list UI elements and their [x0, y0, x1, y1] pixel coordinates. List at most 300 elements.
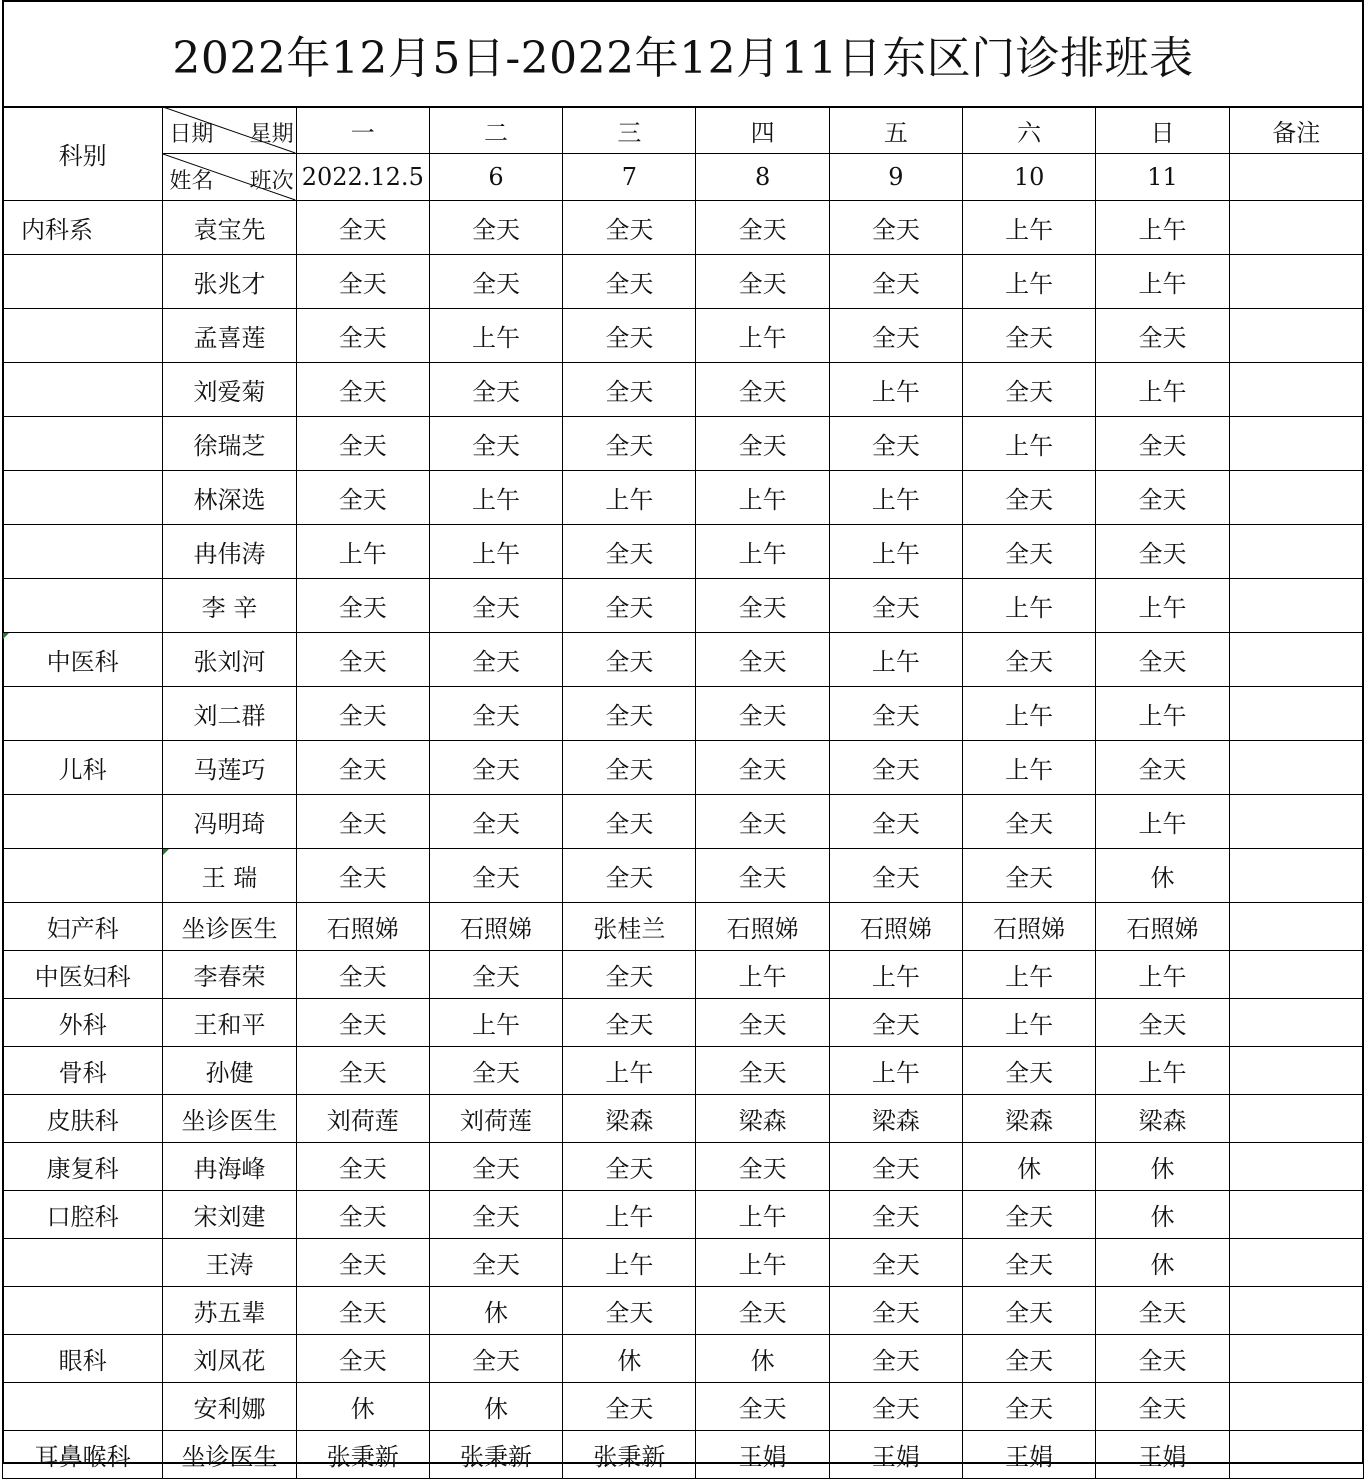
- shift-cell: 全天: [829, 1383, 962, 1431]
- dept-cell: [3, 1383, 163, 1431]
- shift-cell: 上午: [696, 951, 829, 999]
- remark-cell: [1229, 741, 1363, 795]
- page-title: 2022年12月5日-2022年12月11日东区门诊排班表: [4, 2, 1362, 108]
- header-row-weekday: [3, 107, 1364, 154]
- shift-cell: 石照娣: [829, 903, 962, 951]
- shift-cell: 全天: [829, 849, 962, 903]
- dept-cell: 妇产科: [3, 903, 163, 951]
- shift-cell: 休: [1096, 849, 1229, 903]
- table-row: [3, 903, 1364, 951]
- shift-cell: 全天: [829, 741, 962, 795]
- shift-cell: 全天: [1096, 309, 1229, 363]
- shift-cell: 全天: [296, 1239, 429, 1287]
- dept-cell: [3, 687, 163, 741]
- shift-cell: 全天: [563, 849, 696, 903]
- shift-cell: 上午: [829, 471, 962, 525]
- shift-cell: 上午: [1096, 687, 1229, 741]
- shift-cell: 全天: [296, 849, 429, 903]
- shift-cell: 张秉新: [429, 1431, 562, 1479]
- remark-cell: [1229, 795, 1363, 849]
- shift-cell: 上午: [429, 999, 562, 1047]
- shift-cell: 休: [296, 1383, 429, 1431]
- shift-cell: 全天: [1096, 741, 1229, 795]
- date-6: 10: [963, 154, 1096, 201]
- doctor-name-cell: 坐诊医生: [163, 1095, 296, 1143]
- table-row: [3, 201, 1364, 255]
- remark-cell: [1229, 687, 1363, 741]
- shift-cell: 上午: [429, 309, 562, 363]
- shift-cell: 全天: [563, 255, 696, 309]
- remark-cell: [1229, 951, 1363, 999]
- shift-cell: 全天: [829, 1335, 962, 1383]
- shift-cell: 全天: [563, 417, 696, 471]
- table-row: [3, 363, 1364, 417]
- shift-cell: 全天: [1096, 471, 1229, 525]
- shift-cell: 全天: [696, 999, 829, 1047]
- table-row: [3, 1191, 1364, 1239]
- shift-cell: 全天: [563, 201, 696, 255]
- weekday-4: 四: [696, 107, 829, 154]
- dept-cell: [3, 1287, 163, 1335]
- schedule-table: [2, 106, 1364, 1479]
- shift-cell: 上午: [963, 201, 1096, 255]
- shift-cell: 休: [1096, 1239, 1229, 1287]
- shift-cell: 上午: [829, 1047, 962, 1095]
- shift-cell: 上午: [429, 525, 562, 579]
- shift-cell: 全天: [963, 849, 1096, 903]
- remark-cell: [1229, 903, 1363, 951]
- date-7: 11: [1096, 154, 1229, 201]
- dept-cell: [3, 417, 163, 471]
- shift-cell: 全天: [696, 1047, 829, 1095]
- shift-cell: 全天: [429, 951, 562, 999]
- remark-cell: [1229, 579, 1363, 633]
- doctor-name-cell: 安利娜: [163, 1383, 296, 1431]
- table-row: [3, 579, 1364, 633]
- shift-cell: 全天: [829, 1143, 962, 1191]
- shift-cell: 全天: [296, 579, 429, 633]
- remark-cell: [1229, 1383, 1363, 1431]
- doctor-name-cell: 孟喜莲: [163, 309, 296, 363]
- remark-cell: [1229, 1287, 1363, 1335]
- shift-cell: 上午: [296, 525, 429, 579]
- shift-cell: 全天: [429, 1191, 562, 1239]
- shift-cell: 全天: [696, 1383, 829, 1431]
- shift-cell: 全天: [829, 1287, 962, 1335]
- dept-cell: 儿科: [3, 741, 163, 795]
- table-row: [3, 1383, 1364, 1431]
- shift-cell: 全天: [296, 1191, 429, 1239]
- shift-cell: 上午: [829, 633, 962, 687]
- doctor-name-cell: 刘二群: [163, 687, 296, 741]
- dept-header: 科别: [3, 107, 163, 201]
- shift-cell: 全天: [429, 417, 562, 471]
- dept-cell: 外科: [3, 999, 163, 1047]
- shift-cell: 全天: [963, 471, 1096, 525]
- shift-cell: 全天: [696, 255, 829, 309]
- dept-cell: 皮肤科: [3, 1095, 163, 1143]
- cell-marker: [163, 849, 169, 855]
- shift-cell: 全天: [296, 687, 429, 741]
- shift-cell: 石照娣: [296, 903, 429, 951]
- remark-cell: [1229, 309, 1363, 363]
- shift-cell: 上午: [963, 741, 1096, 795]
- dept-cell: [3, 471, 163, 525]
- table-row: [3, 999, 1364, 1047]
- table-row: [3, 1143, 1364, 1191]
- shift-cell: 全天: [829, 1191, 962, 1239]
- cell-marker: [3, 633, 9, 639]
- dept-cell: [3, 1239, 163, 1287]
- shift-cell: 全天: [696, 741, 829, 795]
- shift-label: 班次: [249, 169, 294, 194]
- shift-cell: 全天: [696, 201, 829, 255]
- shift-cell: 刘荷莲: [429, 1095, 562, 1143]
- table-row: [3, 849, 1364, 903]
- header-row-date: [3, 154, 1364, 201]
- shift-cell: 上午: [696, 471, 829, 525]
- doctor-name-cell: 徐瑞芝: [163, 417, 296, 471]
- dept-cell: [3, 579, 163, 633]
- shift-cell: 全天: [963, 363, 1096, 417]
- remark-cell: [1229, 363, 1363, 417]
- shift-cell: 全天: [563, 525, 696, 579]
- dept-cell: 骨科: [3, 1047, 163, 1095]
- weekday-label: 星期: [249, 122, 294, 147]
- weekday-7: 日: [1096, 107, 1229, 154]
- doctor-name-cell: 宋刘建: [163, 1191, 296, 1239]
- shift-cell: 石照娣: [429, 903, 562, 951]
- shift-cell: 上午: [963, 255, 1096, 309]
- shift-cell: 上午: [563, 1191, 696, 1239]
- shift-cell: 全天: [429, 1335, 562, 1383]
- table-row: [3, 1335, 1364, 1383]
- shift-cell: 上午: [1096, 951, 1229, 999]
- shift-cell: 全天: [296, 999, 429, 1047]
- doctor-name-cell: 王涛: [163, 1239, 296, 1287]
- shift-cell: 梁森: [829, 1095, 962, 1143]
- shift-cell: 全天: [563, 741, 696, 795]
- shift-cell: 全天: [963, 1383, 1096, 1431]
- doctor-name-cell: 王 瑞: [163, 849, 296, 903]
- shift-cell: 全天: [429, 201, 562, 255]
- table-row: [3, 417, 1364, 471]
- doctor-name-cell: 张刘河: [163, 633, 296, 687]
- weekday-2: 二: [429, 107, 562, 154]
- shift-cell: 全天: [696, 687, 829, 741]
- table-row: [3, 1431, 1364, 1479]
- dept-cell: 口腔科: [3, 1191, 163, 1239]
- table-row: [3, 471, 1364, 525]
- shift-cell: 上午: [963, 579, 1096, 633]
- shift-cell: 全天: [563, 1287, 696, 1335]
- dept-cell: [3, 849, 163, 903]
- doctor-name-cell: 张兆才: [163, 255, 296, 309]
- dept-cell: [3, 525, 163, 579]
- shift-cell: 上午: [829, 363, 962, 417]
- remark-cell: [1229, 417, 1363, 471]
- shift-cell: 休: [563, 1335, 696, 1383]
- name-label: 姓名: [169, 169, 214, 194]
- shift-cell: 全天: [296, 951, 429, 999]
- doctor-name-cell: 刘爱菊: [163, 363, 296, 417]
- table-row: [3, 255, 1364, 309]
- shift-cell: 全天: [429, 633, 562, 687]
- shift-cell: 上午: [1096, 1047, 1229, 1095]
- shift-cell: 全天: [963, 633, 1096, 687]
- shift-cell: 全天: [963, 1239, 1096, 1287]
- shift-cell: 全天: [963, 525, 1096, 579]
- table-row: [3, 1047, 1364, 1095]
- shift-cell: 全天: [563, 951, 696, 999]
- shift-cell: 上午: [563, 1047, 696, 1095]
- shift-cell: 全天: [1096, 1335, 1229, 1383]
- doctor-name-cell: 苏五辈: [163, 1287, 296, 1335]
- dept-cell: [3, 255, 163, 309]
- remark-cell: [1229, 1143, 1363, 1191]
- shift-cell: 全天: [563, 795, 696, 849]
- shift-cell: 休: [429, 1383, 562, 1431]
- remark-cell: [1229, 255, 1363, 309]
- shift-cell: 全天: [429, 1047, 562, 1095]
- shift-cell: 全天: [429, 255, 562, 309]
- shift-cell: 全天: [563, 999, 696, 1047]
- shift-cell: 全天: [963, 1047, 1096, 1095]
- table-row: [3, 1239, 1364, 1287]
- date-2: 6: [429, 154, 562, 201]
- shift-cell: 全天: [563, 1143, 696, 1191]
- doctor-name-cell: 坐诊医生: [163, 903, 296, 951]
- shift-cell: 全天: [296, 795, 429, 849]
- shift-cell: 上午: [963, 417, 1096, 471]
- shift-cell: 上午: [1096, 201, 1229, 255]
- doctor-name-cell: 孙健: [163, 1047, 296, 1095]
- shift-cell: 全天: [1096, 1383, 1229, 1431]
- shift-cell: 全天: [296, 309, 429, 363]
- shift-cell: 王娟: [829, 1431, 962, 1479]
- shift-cell: 上午: [1096, 363, 1229, 417]
- shift-cell: 全天: [563, 1383, 696, 1431]
- shift-cell: 休: [963, 1143, 1096, 1191]
- doctor-name-cell: 冉伟涛: [163, 525, 296, 579]
- date-1: 2022.12.5: [296, 154, 429, 201]
- shift-cell: 全天: [696, 849, 829, 903]
- remark-cell: [1229, 633, 1363, 687]
- weekday-6: 六: [963, 107, 1096, 154]
- shift-cell: 全天: [296, 363, 429, 417]
- shift-cell: 石照娣: [1096, 903, 1229, 951]
- shift-cell: 全天: [296, 1335, 429, 1383]
- shift-cell: 全天: [696, 795, 829, 849]
- table-row: [3, 633, 1364, 687]
- doctor-name-cell: 王和平: [163, 999, 296, 1047]
- shift-cell: 梁森: [1096, 1095, 1229, 1143]
- shift-cell: 全天: [829, 255, 962, 309]
- shift-cell: 全天: [696, 417, 829, 471]
- table-row: [3, 741, 1364, 795]
- dept-cell: [3, 309, 163, 363]
- shift-cell: 休: [429, 1287, 562, 1335]
- shift-cell: 上午: [829, 525, 962, 579]
- shift-cell: 全天: [696, 1287, 829, 1335]
- table-row: [3, 1095, 1364, 1143]
- shift-cell: 全天: [296, 1143, 429, 1191]
- shift-cell: 休: [696, 1335, 829, 1383]
- shift-cell: 王娟: [963, 1431, 1096, 1479]
- shift-cell: 张桂兰: [563, 903, 696, 951]
- shift-cell: 上午: [696, 525, 829, 579]
- shift-cell: 全天: [563, 363, 696, 417]
- shift-cell: 上午: [1096, 579, 1229, 633]
- shift-cell: 全天: [963, 795, 1096, 849]
- shift-cell: 全天: [1096, 999, 1229, 1047]
- shift-cell: 全天: [1096, 525, 1229, 579]
- shift-cell: 全天: [1096, 417, 1229, 471]
- shift-cell: 全天: [429, 1239, 562, 1287]
- shift-cell: 上午: [829, 951, 962, 999]
- shift-cell: 上午: [1096, 795, 1229, 849]
- shift-cell: 全天: [563, 687, 696, 741]
- doctor-name-cell: 李 辛: [163, 579, 296, 633]
- shift-cell: 全天: [429, 849, 562, 903]
- doctor-name-cell: 刘凤花: [163, 1335, 296, 1383]
- shift-cell: 王娟: [696, 1431, 829, 1479]
- shift-cell: 全天: [829, 999, 962, 1047]
- shift-cell: 梁森: [963, 1095, 1096, 1143]
- shift-cell: 上午: [563, 471, 696, 525]
- shift-cell: 全天: [296, 255, 429, 309]
- shift-cell: 石照娣: [963, 903, 1096, 951]
- table-row: [3, 795, 1364, 849]
- dept-cell: 眼科: [3, 1335, 163, 1383]
- shift-cell: 上午: [429, 471, 562, 525]
- shift-cell: 上午: [963, 951, 1096, 999]
- date-label: 日期: [169, 122, 214, 147]
- shift-cell: 全天: [829, 1239, 962, 1287]
- dept-cell: 内科系: [3, 201, 163, 255]
- shift-cell: 全天: [829, 309, 962, 363]
- dept-cell: 中医妇科: [3, 951, 163, 999]
- shift-cell: 全天: [1096, 633, 1229, 687]
- shift-cell: 全天: [1096, 1287, 1229, 1335]
- remark-header-blank: [1229, 154, 1363, 201]
- shift-cell: 全天: [696, 633, 829, 687]
- weekday-3: 三: [563, 107, 696, 154]
- table-row: [3, 951, 1364, 999]
- table-row: [3, 525, 1364, 579]
- remark-cell: [1229, 999, 1363, 1047]
- shift-cell: 全天: [429, 741, 562, 795]
- shift-cell: 全天: [296, 471, 429, 525]
- shift-cell: 全天: [429, 687, 562, 741]
- shift-cell: 全天: [429, 795, 562, 849]
- doctor-name-cell: 马莲巧: [163, 741, 296, 795]
- remark-cell: [1229, 1431, 1363, 1479]
- remark-cell: [1229, 849, 1363, 903]
- shift-cell: 梁森: [563, 1095, 696, 1143]
- shift-cell: 张秉新: [563, 1431, 696, 1479]
- date-weekday-header: [163, 107, 296, 154]
- doctor-name-cell: 袁宝先: [163, 201, 296, 255]
- doctor-name-cell: 坐诊医生: [163, 1431, 296, 1479]
- shift-cell: 全天: [296, 1047, 429, 1095]
- shift-cell: 全天: [296, 633, 429, 687]
- shift-cell: 上午: [563, 1239, 696, 1287]
- remark-cell: [1229, 201, 1363, 255]
- doctor-name-cell: 冯明琦: [163, 795, 296, 849]
- doctor-name-cell: 李春荣: [163, 951, 296, 999]
- shift-cell: 全天: [696, 579, 829, 633]
- shift-cell: 梁森: [696, 1095, 829, 1143]
- remark-cell: [1229, 1335, 1363, 1383]
- dept-cell: [3, 795, 163, 849]
- date-3: 7: [563, 154, 696, 201]
- shift-cell: 全天: [563, 309, 696, 363]
- shift-cell: 王娟: [1096, 1431, 1229, 1479]
- shift-cell: 全天: [296, 201, 429, 255]
- dept-cell: [3, 363, 163, 417]
- name-shift-header: [163, 154, 296, 201]
- date-4: 8: [696, 154, 829, 201]
- table-row: [3, 687, 1364, 741]
- shift-cell: 休: [1096, 1143, 1229, 1191]
- shift-cell: 全天: [963, 1191, 1096, 1239]
- shift-cell: 上午: [1096, 255, 1229, 309]
- remark-cell: [1229, 471, 1363, 525]
- shift-cell: 全天: [563, 633, 696, 687]
- shift-cell: 全天: [296, 1287, 429, 1335]
- shift-cell: 石照娣: [696, 903, 829, 951]
- shift-cell: 全天: [296, 417, 429, 471]
- remark-cell: [1229, 1047, 1363, 1095]
- shift-cell: 全天: [429, 363, 562, 417]
- dept-cell: 康复科: [3, 1143, 163, 1191]
- shift-cell: 上午: [696, 309, 829, 363]
- weekday-1: 一: [296, 107, 429, 154]
- shift-cell: 上午: [696, 1239, 829, 1287]
- shift-cell: 全天: [696, 1143, 829, 1191]
- remark-header: 备注: [1229, 107, 1363, 154]
- shift-cell: 全天: [829, 687, 962, 741]
- shift-cell: 全天: [429, 1143, 562, 1191]
- shift-cell: 上午: [963, 687, 1096, 741]
- shift-cell: 全天: [696, 363, 829, 417]
- shift-cell: 张秉新: [296, 1431, 429, 1479]
- shift-cell: 全天: [829, 795, 962, 849]
- shift-cell: 全天: [829, 201, 962, 255]
- remark-cell: [1229, 525, 1363, 579]
- doctor-name-cell: 林深选: [163, 471, 296, 525]
- shift-cell: 休: [1096, 1191, 1229, 1239]
- shift-cell: 全天: [563, 579, 696, 633]
- shift-cell: 全天: [829, 579, 962, 633]
- doctor-name-cell: 冉海峰: [163, 1143, 296, 1191]
- table-row: [3, 1287, 1364, 1335]
- table-row: [3, 309, 1364, 363]
- shift-cell: 上午: [963, 999, 1096, 1047]
- shift-cell: 上午: [696, 1191, 829, 1239]
- weekday-5: 五: [829, 107, 962, 154]
- remark-cell: [1229, 1239, 1363, 1287]
- shift-cell: 全天: [829, 417, 962, 471]
- shift-cell: 全天: [296, 741, 429, 795]
- shift-cell: 全天: [429, 579, 562, 633]
- shift-cell: 全天: [963, 309, 1096, 363]
- remark-cell: [1229, 1095, 1363, 1143]
- shift-cell: 全天: [963, 1335, 1096, 1383]
- dept-cell: 耳鼻喉科: [3, 1431, 163, 1479]
- shift-cell: 全天: [963, 1287, 1096, 1335]
